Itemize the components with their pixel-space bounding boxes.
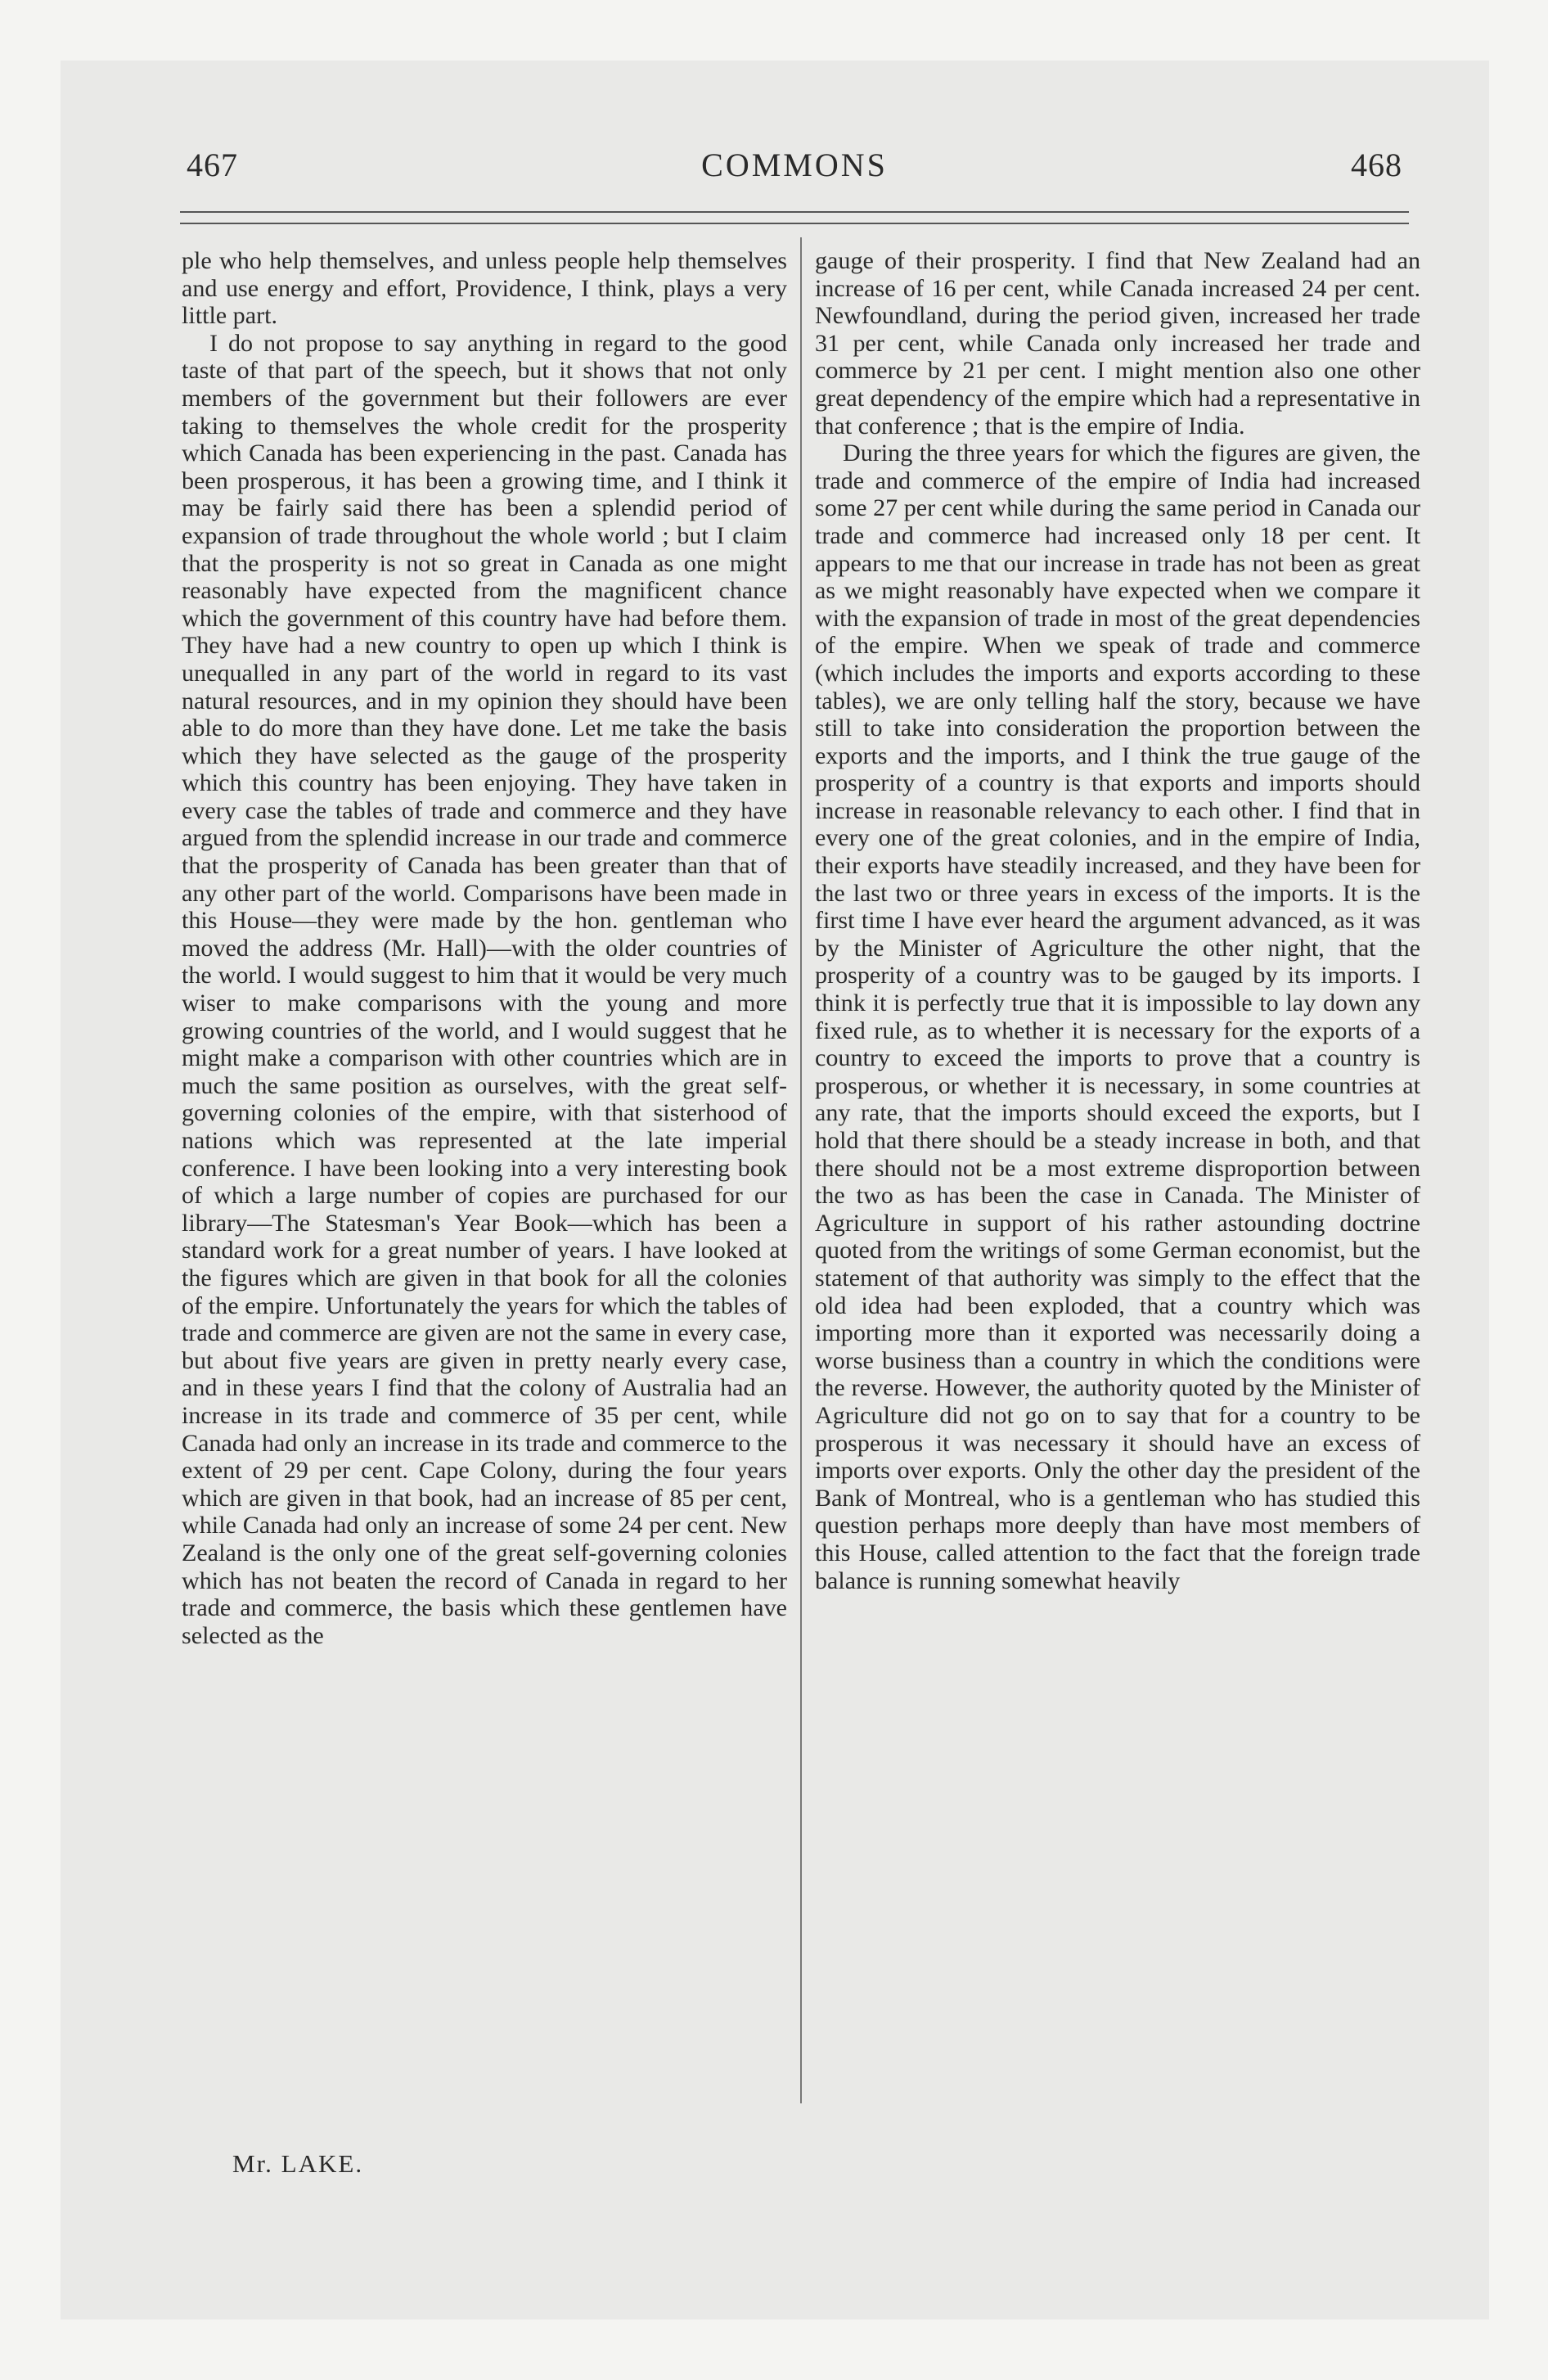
right-paragraph-2: During the three years for which the figures are given, the trade and commerce of the empire of India had increased some 27 per cent while during the same period in Canada our trade and commerce had increased only 18 per cent. It appears to me that our increase in trade has not been as great as we might reasonably have expected when we compare it with the expansion of trade in most of the great dependencies of the empire. When we speak of trade and commerce (which includes the imports and exports according to these tables), we are only telling half the story, because we have still to take into consideration the proportion between the exports and the imports, and I think the true gauge of the prosperity of a country is that exports and imports should increase in reasonable relevancy to each other. I find that in every one of the great colonies, and in the empire of India, their exports have steadily increased, and they have been for the last two or three years in excess of the imports. It is the first time I have ever heard the argument advanced, as it was by the Minister of Agriculture the other night, that the prosperity of a country was to be gauged by its imports. I think it is perfectly true that it is impossible to lay down any fixed rule, as to whether it is necessary for the exports of a country to exceed the imports to prove that a country is prosperous, or whether it is necessary, in some countries at any rate, that the imports should exceed the exports, but I hold that there should be a steady increase in both, and that there should not be a most extreme disproportion between the two as has been the case in Canada. The Minister of Agriculture in support of his rather astounding doctrine quoted from the writings of some German economist, but the statement of that authority was simply to the effect that the old idea had been exploded, that a country which was importing more than it exported was necessarily doing a worse business than a country in which the conditions were the reverse. However, the authority quoted by the Minister of Agriculture did not go on to say that for a country to be prosperous it was necessary it should have an excess of imports over exports. Only the other day the president of the Bank of Montreal, who is a gentleman who has studied this question perhaps more deeply than have most members of this House, called attention to the fact that the foreign trade balance is running somewhat heavily (815, 439, 1420, 1594)
left-paragraph-2: I do not propose to say anything in regard to the good taste of that part of the speech, but it shows that not only members of the government but their followers are ever taking to themselves the whole credit for the prosperity which Canada has been experiencing in the past. Canada has been prosperous, it has been a growing time, and I think it may be fairly said there has been a splendid period of expansion of trade throughout the whole world ; but I claim that the prosperity is not so great in Canada as one might reasonably have expected from the magnificent chance which the government of this country have had before them. They have had a new country to open up which I think is unequalled in any part of the world in regard to its vast natural resources, and in my opinion they should have been able to do more than they have done. Let me take the basis which they have selected as the gauge of the prosperity which this country has been enjoying. They have taken in every case the tables of trade and commerce and they have argued from the splendid increase in our trade and commerce that the prosperity of Canada has been greater than that of any other part of the world. Comparisons have been made in this House—they were made by the hon. gentleman who moved the address (Mr. Hall)—with the older countries of the world. I would suggest to him that it would be very much wiser to make comparisons with the young and more growing countries of the world, and I would suggest that he might make a comparison with other countries which are in much the same position as ourselves, with the great self-governing colonies of the empire, with that sisterhood of nations which was represented at the late imperial conference. I have been looking into a very interesting book of which a large number of copies are purchased for our library—The Statesman's Year Book—which has been a standard work for a great number of years. I have looked at the figures which are given in that book for all the colonies of the empire. Unfortunately the years for which the tables of trade and commerce are given are not the same in every case, but about five years are given in pretty nearly every case, and in these years I find that the colony of Australia had an increase in its trade and commerce of 35 per cent, while Canada had only an increase in its trade and commerce to the extent of 29 per cent. Cape Colony, during the four years which are given in that book, had an increase of 85 per cent, while Canada had only an increase of some 24 per cent. New Zealand is the only one of the great self-governing colonies which has not beaten the record of Canada in regard to her trade and commerce, the basis which these gentlemen have selected as the (182, 328, 787, 1649)
page-title: COMMONS (701, 146, 888, 183)
page-header (187, 146, 1402, 195)
right-column (815, 247, 1420, 1594)
column-divider (800, 237, 802, 2103)
right-paragraph-1: gauge of their prosperity. I find that New Zealand had an increase of 16 per cent, while Canada increased 24 per cent. Newfoundland, during the period given, increased her trade 31 per cent, while Canada only increased her trade and commerce by 21 per cent. I might mention also one other great dependency of the empire which had a representative in that conference ; that is the empire of India. (815, 246, 1420, 439)
page-number-left: 467 (187, 146, 238, 183)
header-double-rule (180, 211, 1409, 224)
speaker-name: Mr. LAKE. (232, 2149, 364, 2178)
page-number-right: 468 (1351, 146, 1402, 183)
left-column (182, 247, 787, 1649)
left-paragraph-1: ple who help themselves, and unless people help themselves and use energy and effort, Providence, I think, plays a very little part. (182, 246, 787, 330)
